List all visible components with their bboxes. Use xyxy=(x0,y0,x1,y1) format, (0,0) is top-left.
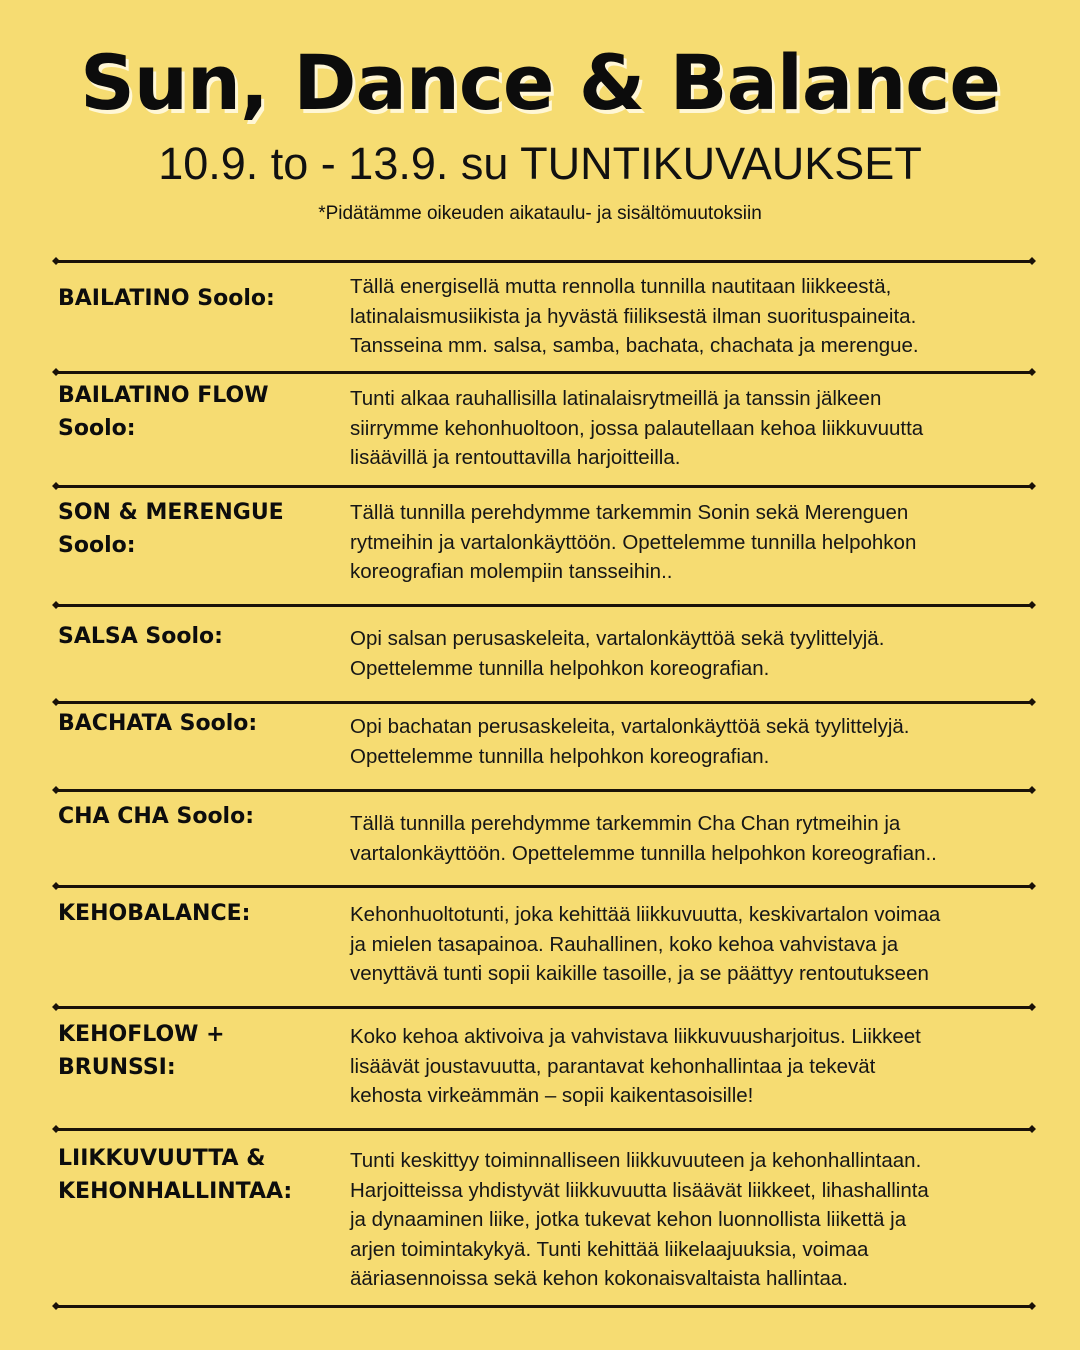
divider xyxy=(50,786,1038,796)
class-name: BAILATINO Soolo: xyxy=(58,286,275,311)
divider xyxy=(50,257,1038,267)
class-name: BAILATINO FLOW Soolo: xyxy=(58,383,269,441)
class-description: Opi salsan perusaskeleita, vartalonkäyttöä sekä tyylittelyjä. Opettelemme tunnilla helpohkon koreografian. xyxy=(350,627,885,680)
divider xyxy=(50,1125,1038,1135)
class-description: Kehonhuoltotunti, joka kehittää liikkuvuutta, keskivartalon voimaa ja mielen tasapainoa. Rauhallinen, koko kehoa vahvistava ja venyttävä tunti sopii kaikille tasoille, ja se päättyy rentoutukseen xyxy=(350,903,941,985)
class-name: SON & MERENGUE Soolo: xyxy=(58,500,284,558)
page-subtitle: 10.9. to - 13.9. su TUNTIKUVAUKSET xyxy=(158,138,922,189)
class-description: Tunti keskittyy toiminnalliseen liikkuvuuteen ja kehonhallintaan. Harjoitteissa yhdistyvät liikkuvuutta lisäävät liikkeet, lihashallinta ja dynaaminen liike, jotka tukevat kehon luonnollista liikettä ja arjen toimintakykyä. Tunti kehittää liikelaajuuksia, voimaa ääriasennoissa sekä kehon kokonaisvaltaista hallintaa. xyxy=(350,1149,929,1290)
class-description: Opi bachatan perusaskeleita, vartalonkäyttöä sekä tyylittelyjä. Opettelemme tunnilla helpohkon koreografian. xyxy=(350,715,910,768)
class-description: Tunti alkaa rauhallisilla latinalaisrytmeillä ja tanssin jälkeen siirrymme kehonhuoltoon, jossa palautellaan kehoa liikkuvuutta lisäävillä ja rentouttavilla harjoitteilla. xyxy=(350,387,924,469)
divider xyxy=(50,882,1038,892)
disclaimer-note: *Pidätämme oikeuden aikataulu- ja sisältömuutoksiin xyxy=(318,203,762,224)
divider xyxy=(50,368,1038,378)
divider xyxy=(50,601,1038,611)
class-description: Tällä energisellä mutta rennolla tunnilla nautitaan liikkeestä, latinalaismusiikista ja hyvästä fiiliksestä ilman suorituspaineita. Tansseina mm. salsa, samba, bachata, chachata ja merengue. xyxy=(350,275,919,357)
class-name: CHA CHA Soolo: xyxy=(58,804,255,829)
class-name: LIIKKUVUUTTA & KEHONHALLINTAA: xyxy=(58,1146,293,1204)
divider xyxy=(50,1003,1038,1013)
class-description: Tällä tunnilla perehdymme tarkemmin Cha Chan rytmeihin ja vartalonkäyttöön. Opettelemme tunnilla helpohkon koreografian.. xyxy=(350,812,937,865)
class-description: Tällä tunnilla perehdymme tarkemmin Sonin sekä Merenguen rytmeihin ja vartalonkäyttöön. Opettelemme tunnilla helpohkon koreografian molempiin tansseihin.. xyxy=(350,501,917,583)
page-title: Sun, Dance & Balance xyxy=(80,38,1000,127)
class-name: SALSA Soolo: xyxy=(58,624,223,649)
class-description: Koko kehoa aktivoiva ja vahvistava liikkuvuusharjoitus. Liikkeet lisäävät joustavuutta, parantavat kehonhallintaa ja tekevät kehosta virkeämmän – sopii kaikentasoisille! xyxy=(350,1025,921,1107)
class-name: BACHATA Soolo: xyxy=(58,711,258,736)
divider xyxy=(50,482,1038,492)
divider xyxy=(50,1302,1038,1312)
class-name: KEHOBALANCE: xyxy=(58,901,251,926)
class-name: KEHOFLOW + BRUNSSI: xyxy=(58,1022,225,1080)
